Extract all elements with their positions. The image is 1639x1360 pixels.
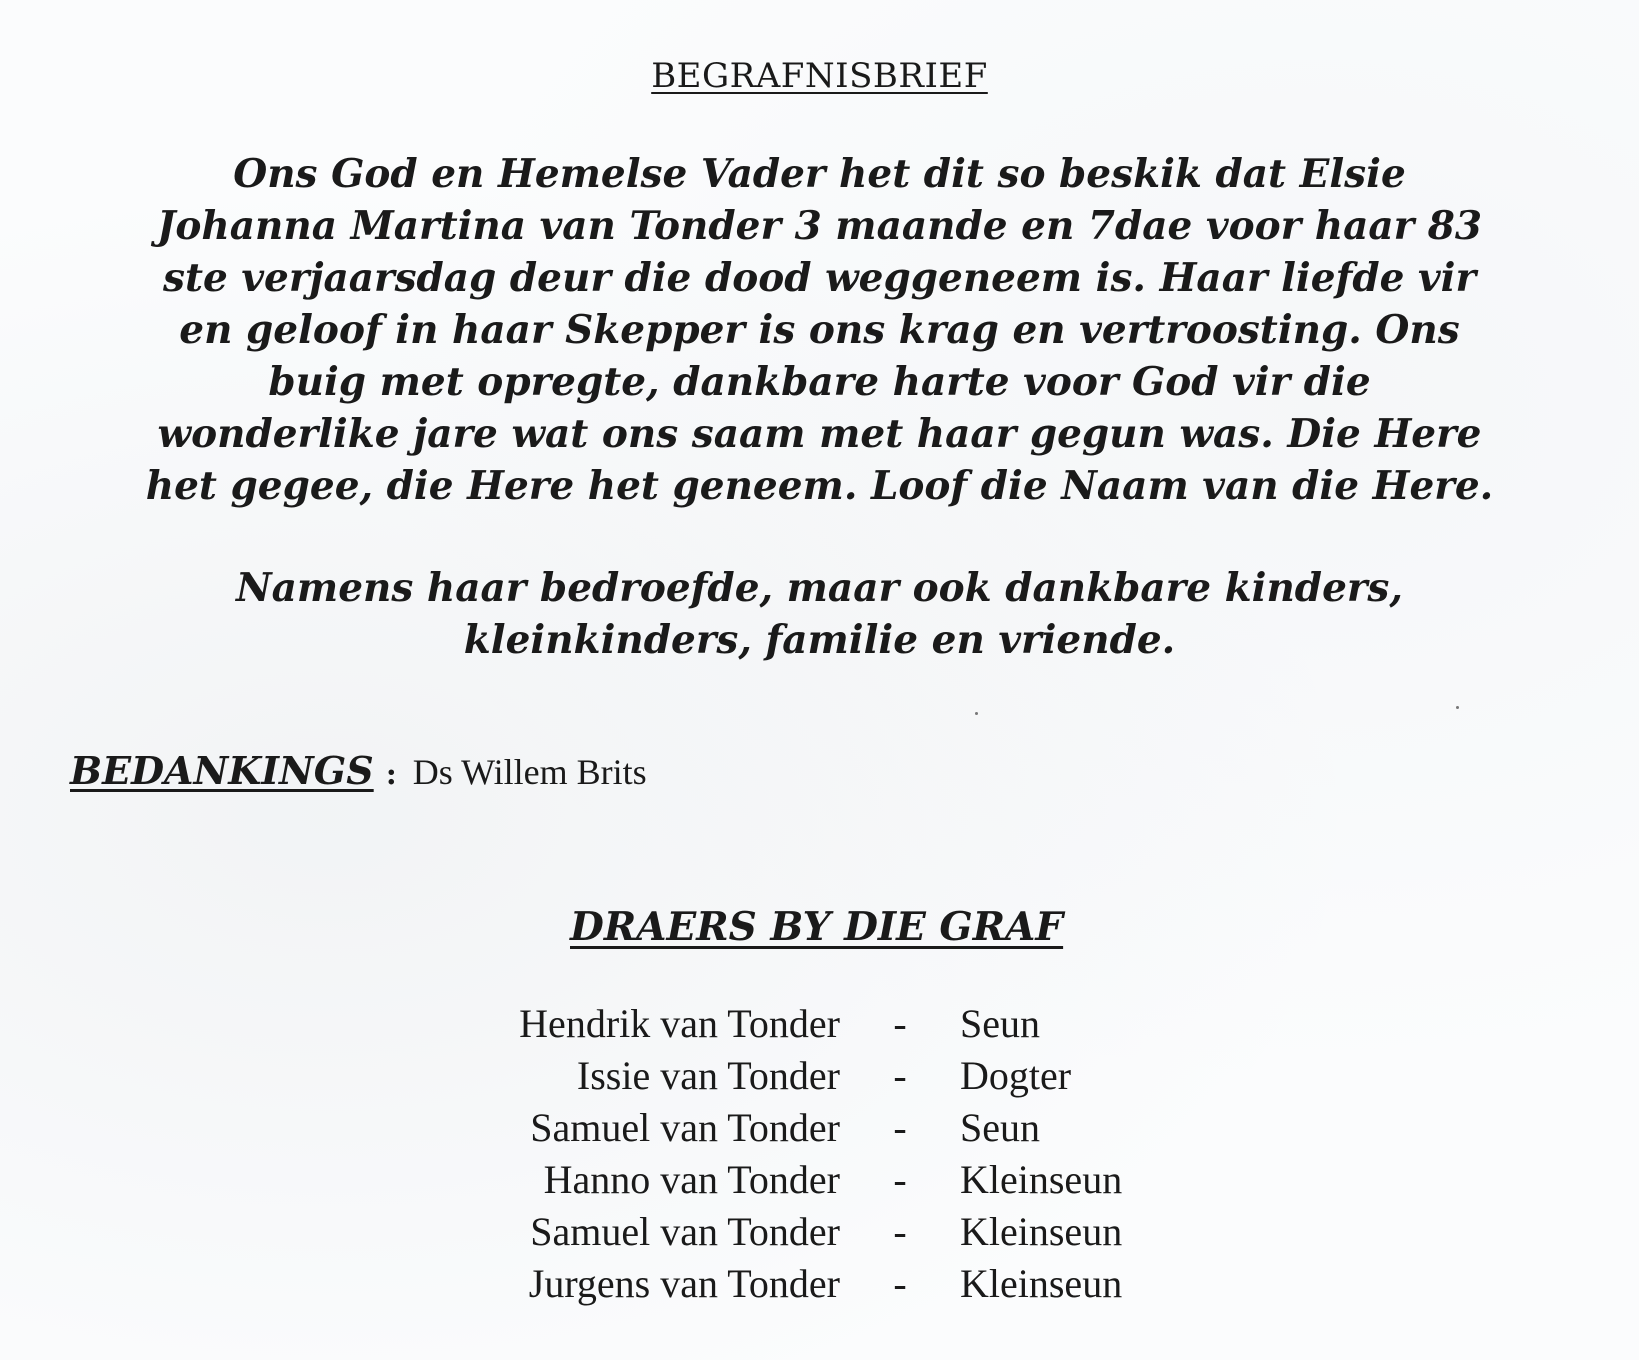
signoff-paragraph xyxy=(60,562,1579,666)
bearer-dash: - xyxy=(893,1105,907,1150)
thanks-heading: BEDANKINGS xyxy=(70,748,374,793)
bearer-row xyxy=(360,1052,1260,1104)
notice-line: en geloof in haar Skepper is ons krag en vertroosting. Ons xyxy=(179,307,1460,353)
bearer-name: Hendrik van Tonder xyxy=(519,1001,840,1046)
notice-line: ste verjaarsdag deur die dood weggeneem is. Haar liefde vir xyxy=(162,255,1476,301)
thanks-name: Ds Willem Brits xyxy=(412,752,647,792)
bearer-dash: - xyxy=(893,1157,907,1202)
document-title: BEGRAFNISBRIEF xyxy=(651,56,988,96)
bearer-row xyxy=(360,1208,1260,1260)
bearer-dash: - xyxy=(893,1001,907,1046)
bearer-name: Jurgens van Tonder xyxy=(528,1261,840,1306)
bearer-row xyxy=(360,1104,1260,1156)
paper-speck xyxy=(975,712,978,715)
bearers-heading: DRAERS BY DIE GRAF xyxy=(570,904,1064,950)
bearer-relation: Kleinseun xyxy=(960,1261,1123,1306)
notice-paragraph xyxy=(60,148,1579,512)
bearers-list xyxy=(360,1000,1260,1312)
bearer-row xyxy=(360,1000,1260,1052)
bearer-relation: Kleinseun xyxy=(960,1157,1123,1202)
notice-line: Ons God en Hemelse Vader het dit so beskik dat Elsie xyxy=(233,151,1406,197)
thanks-separator: : xyxy=(385,757,397,792)
bearer-name: Samuel van Tonder xyxy=(530,1209,840,1254)
bearer-name: Issie van Tonder xyxy=(576,1053,840,1098)
bearer-name: Hanno van Tonder xyxy=(543,1157,840,1202)
notice-line: buig met opregte, dankbare harte voor God vir die xyxy=(268,359,1371,405)
notice-line: Johanna Martina van Tonder 3 maande en 7dae voor haar 83 xyxy=(156,203,1483,249)
paper-speck xyxy=(1456,706,1459,709)
signoff-line: kleinkinders, familie en vriende. xyxy=(463,617,1176,663)
bearer-relation: Dogter xyxy=(960,1053,1072,1098)
signoff-line: Namens haar bedroefde, maar ook dankbare kinders, xyxy=(236,565,1403,611)
bearer-dash: - xyxy=(893,1209,907,1254)
thanks-row xyxy=(70,748,647,793)
bearer-name: Samuel van Tonder xyxy=(530,1105,840,1150)
bearer-relation: Seun xyxy=(960,1001,1040,1046)
bearer-relation: Seun xyxy=(960,1105,1040,1150)
notice-line: wonderlike jare wat ons saam met haar gegun was. Die Here xyxy=(157,411,1482,457)
notice-line: het gegee, die Here het geneem. Loof die Naam van die Here. xyxy=(145,463,1494,509)
bearer-row xyxy=(360,1260,1260,1312)
bearer-row xyxy=(360,1156,1260,1208)
bearer-relation: Kleinseun xyxy=(960,1209,1123,1254)
bearer-dash: - xyxy=(893,1261,907,1306)
bearer-dash: - xyxy=(893,1053,907,1098)
